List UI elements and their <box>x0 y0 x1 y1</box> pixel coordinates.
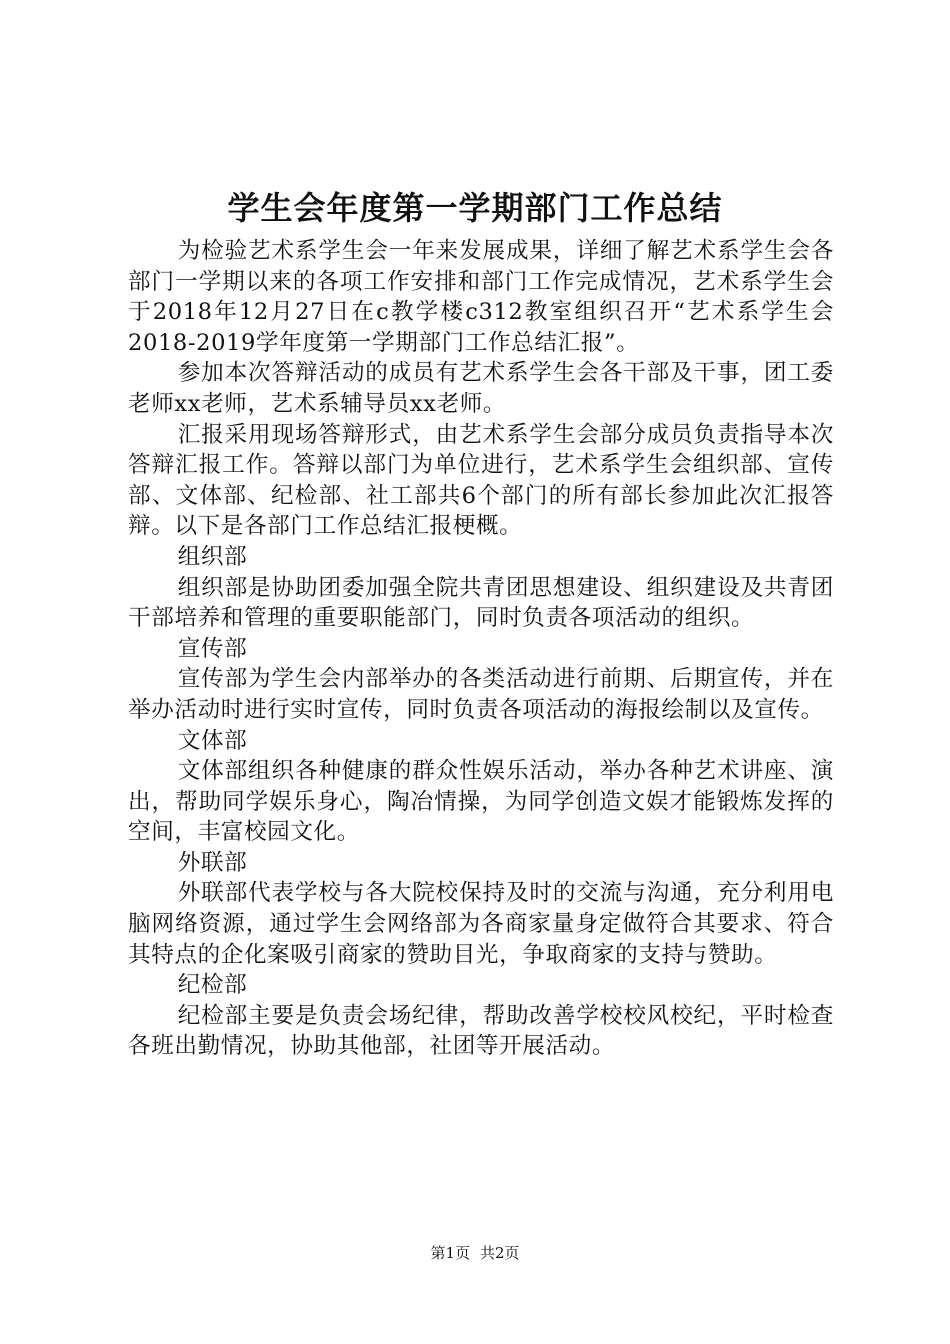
section-heading-culture-sports: 文体部 <box>177 727 248 754</box>
paragraph-organization: 组织部是协助团委加强全院共青团思想建设、组织建设及共青团干部培养和管理的重要职能部门，同时负责各项活动的组织。 <box>128 574 834 632</box>
paragraph-format: 汇报采用现场答辩形式，由艺术系学生会部分成员负责指导本次答辩汇报工作。答辩以部门为单位进行，艺术系学生会组织部、宣传部、文体部、纪检部、社工部共6个部门的所有部长参加此次汇报答辩。以下是各部门工作总结汇报梗概。 <box>128 421 834 540</box>
section-heading-organization: 组织部 <box>177 543 248 570</box>
page-number: 第1页 <box>430 1244 470 1262</box>
paragraph-publicity: 宣传部为学生会内部举办的各类活动进行前期、后期宣传，并在举办活动时进行实时宣传，同时负责各项活动的海报绘制以及宣传。 <box>128 666 834 723</box>
paragraph-external-relations: 外联部代表学校与各大院校保持及时的交流与沟通，充分利用电脑网络资源，通过学生会网络部为各商家量身定做符合其要求、符合其特点的企化案吸引商家的赞助目光，争取商家的支持与赞助。 <box>128 880 834 968</box>
paragraph-participants: 参加本次答辩活动的成员有艺术系学生会各干部及干事，团工委老师xx老师，艺术系辅导员xx老师。 <box>128 360 834 417</box>
section-heading-publicity: 宣传部 <box>177 635 248 662</box>
document-title: 学生会年度第一学期部门工作总结 <box>227 189 723 227</box>
page-footer <box>0 1243 950 1263</box>
page-total: 共2页 <box>480 1244 520 1262</box>
document-body <box>128 236 834 1062</box>
paragraph-discipline: 纪检部主要是负责会场纪律，帮助改善学校校风校纪，平时检查各班出勤情况，协助其他部，社团等开展活动。 <box>128 1002 834 1060</box>
section-heading-external-relations: 外联部 <box>177 849 248 876</box>
paragraph-culture-sports: 文体部组织各种健康的群众性娱乐活动，举办各种艺术讲座、演出，帮助同学娱乐身心，陶冶情操，为同学创造文娱才能锻炼发挥的空间，丰富校园文化。 <box>128 758 834 846</box>
paragraph-intro: 为检验艺术系学生会一年来发展成果，详细了解艺术系学生会各部门一学期以来的各项工作安排和部门工作完成情况，艺术系学生会于2018年12月27日在c教学楼c312教室组织召开“艺术系学生会2018-2019学年度第一学期部门工作总结汇报”。 <box>128 238 834 356</box>
section-heading-discipline: 纪检部 <box>177 972 248 999</box>
